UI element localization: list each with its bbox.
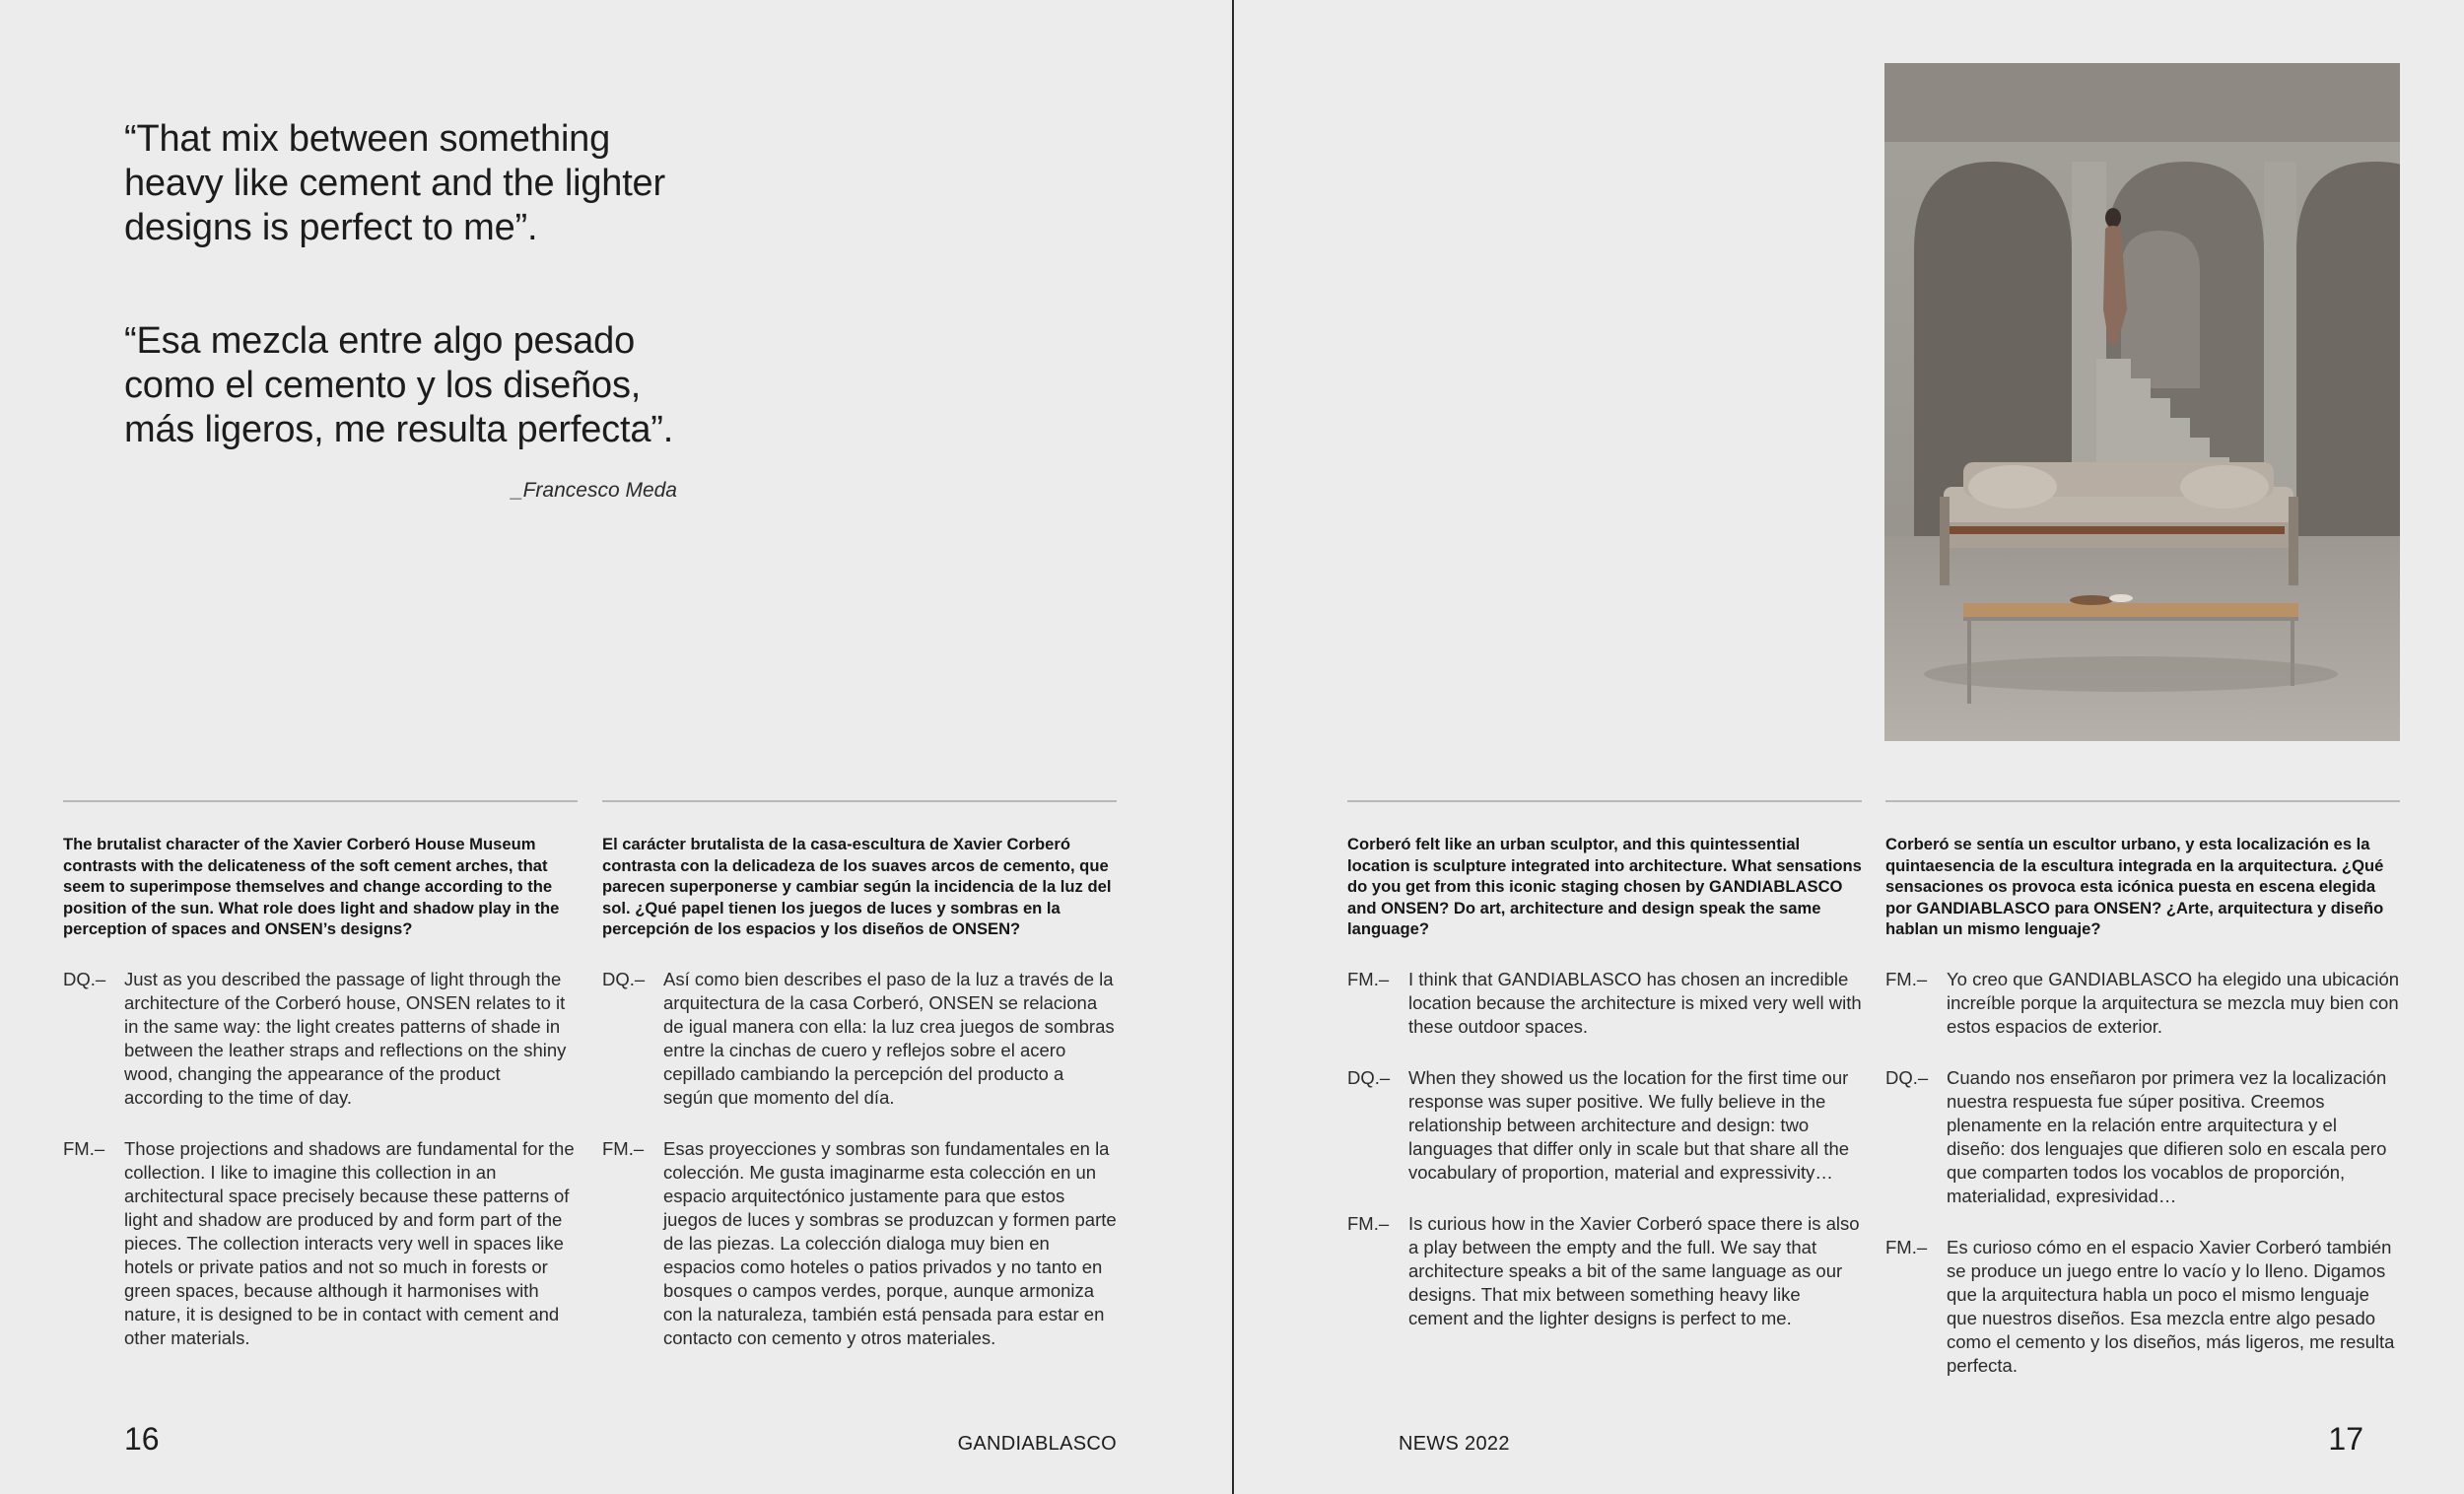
interview-answer	[63, 968, 578, 1110]
answer-text: Cuando nos enseñaron por primera vez la localización nuestra respuesta fue súper positiva. Creemos plenamente en la relación entre arquitectura y el diseño: dos lenguajes que difieren solo en escala pero que comparten todos los vocablos de proporción, materialidad, expresividad…	[1947, 1066, 2387, 1206]
interview-column-spanish	[1885, 800, 2400, 1405]
speaker-label: DQ.–	[602, 968, 646, 989]
interview-answer	[1885, 1236, 2400, 1378]
answer-text: Esas proyecciones y sombras son fundamentales en la colección. Me gusta imaginarme esta colección en un espacio arquitectónico justamente para que estos juegos de luces y sombras se produzcan y formen parte de las piezas. La colección dialoga muy bien en espacios como hoteles o patios privados y no tanto en bosques o campos verdes, porque, aunque armoniza con la naturaleza, también está pensada para estar en contacto con cemento y otros materiales.	[663, 1137, 1117, 1348]
column-divider	[602, 800, 1117, 802]
interview-answer	[602, 968, 1117, 1110]
column-divider	[1347, 800, 1862, 802]
quote-author: _Francesco Meda	[511, 479, 677, 502]
pull-quote-spanish: “Esa mezcla entre algo pesado como el cemento y los diseños, más ligeros, me resulta perfecta”.	[124, 320, 674, 450]
answer-text: Es curioso cómo en el espacio Xavier Corberó también se produce un juego entre lo vacío y lo lleno. Digamos que la arquitectura habla un poco el mismo lenguaje que nuestros diseños. Esa mezcla entre algo pesado como el cemento y los diseños, más ligeros, me resulta perfecta.	[1947, 1236, 2395, 1376]
answer-text: Así como bien describes el paso de la luz a través de la arquitectura de la casa Corberó, ONSEN se relaciona de igual manera con ella: la luz crea juegos de sombras entre la cinchas de cuero y reflejos sobre el acero cepillado cambiando la percepción del producto a según que momento del día.	[663, 968, 1115, 1108]
running-footer-issue: NEWS 2022	[1399, 1433, 1510, 1455]
speaker-label: FM.–	[602, 1137, 645, 1159]
interview-question: Corberó se sentía un escultor urbano, y esta localización es la quintaesencia de la escultura integrada en la arquitectura. ¿Qué sensaciones os provoca esta icónica puesta en escena elegida por GANDIABLASCO para ONSEN? ¿Arte, arquitectura y diseño hablan un mismo lenguaje?	[1885, 835, 2384, 939]
speaker-label: DQ.–	[1347, 1066, 1391, 1088]
sofa-photo	[1884, 63, 2400, 741]
column-divider	[1885, 800, 2400, 802]
interview-question: El carácter brutalista de la casa-escultura de Xavier Corberó contrasta con la delicadeza de los suaves arcos de cemento, que parecen superponerse y cambiar según la incidencia de la luz del sol. ¿Qué papel tienen los juegos de luces y sombras en la percepción de los espacios y los diseños de ONSEN?	[602, 835, 1112, 939]
page-number: 17	[2328, 1421, 2363, 1457]
interview-answer	[63, 1137, 578, 1350]
interview-answer	[1885, 968, 2400, 1039]
pull-quote-english: “That mix between something heavy like cement and the lighter designs is perfect to me”.	[124, 118, 665, 248]
interview-answer	[1347, 968, 1862, 1039]
speaker-label: FM.–	[1885, 1236, 1928, 1257]
answer-text: Yo creo que GANDIABLASCO ha elegido una ubicación increíble porque la arquitectura se mezcla muy bien con estos espacios de exterior.	[1947, 968, 2400, 1037]
photo-illustration	[1884, 63, 2400, 741]
speaker-label: DQ.–	[1885, 1066, 1929, 1088]
speaker-label: FM.–	[1885, 968, 1928, 989]
answer-text: I think that GANDIABLASCO has chosen an incredible location because the architecture is mixed very well with these outdoor spaces.	[1408, 968, 1862, 1037]
interview-column-spanish	[602, 800, 1117, 1378]
interview-column-english	[1347, 800, 1862, 1358]
interview-answer	[1885, 1066, 2400, 1208]
interview-answer	[602, 1137, 1117, 1350]
speaker-label: DQ.–	[63, 968, 106, 989]
interview-answer	[1347, 1212, 1862, 1330]
speaker-label: FM.–	[1347, 968, 1390, 989]
interview-column-english	[63, 800, 578, 1378]
page-number: 16	[124, 1421, 160, 1457]
running-footer-brand: GANDIABLASCO	[957, 1433, 1117, 1455]
right-page	[1234, 0, 2464, 1494]
answer-text: Those projections and shadows are fundamental for the collection. I like to imagine this collection in an architectural space precisely because these patterns of light and shadow are produced by and form part of the pieces. The collection interacts very well in spaces like hotels or private patios and not so much in forests or green spaces, because although it harmonises with nature, it is designed to be in contact with cement and other materials.	[124, 1137, 575, 1348]
answer-text: Is curious how in the Xavier Corberó space there is also a play between the empty and the full. We say that architecture speaks a bit of the same language as our designs. That mix between something heavy like cement and the lighter designs is perfect to me.	[1408, 1212, 1860, 1328]
interview-question: Corberó felt like an urban sculptor, and this quintessential location is sculpture integrated into architecture. What sensations do you get from this iconic staging chosen by GANDIABLASCO and ONSEN? Do art, architecture and design speak the same language?	[1347, 835, 1862, 939]
interview-question: The brutalist character of the Xavier Corberó House Museum contrasts with the delicateness of the soft cement arches, that seem to superimpose themselves and change according to the position of the sun. What role does light and shadow play in the perception of spaces and ONSEN’s designs?	[63, 835, 560, 939]
answer-text: Just as you described the passage of light through the architecture of the Corberó house, ONSEN relates to it in the same way: the light creates patterns of shade in between the leather straps and reflections on the shiny wood, changing the appearance of the product according to the time of day.	[124, 968, 567, 1108]
column-divider	[63, 800, 578, 802]
speaker-label: FM.–	[1347, 1212, 1390, 1234]
answer-text: When they showed us the location for the first time our response was super positive. We fully believe in the relationship between architecture and design: two languages that differ only in scale but that share all the vocabulary of proportion, material and expressivity…	[1408, 1066, 1850, 1183]
speaker-label: FM.–	[63, 1137, 105, 1159]
interview-answer	[1347, 1066, 1862, 1185]
